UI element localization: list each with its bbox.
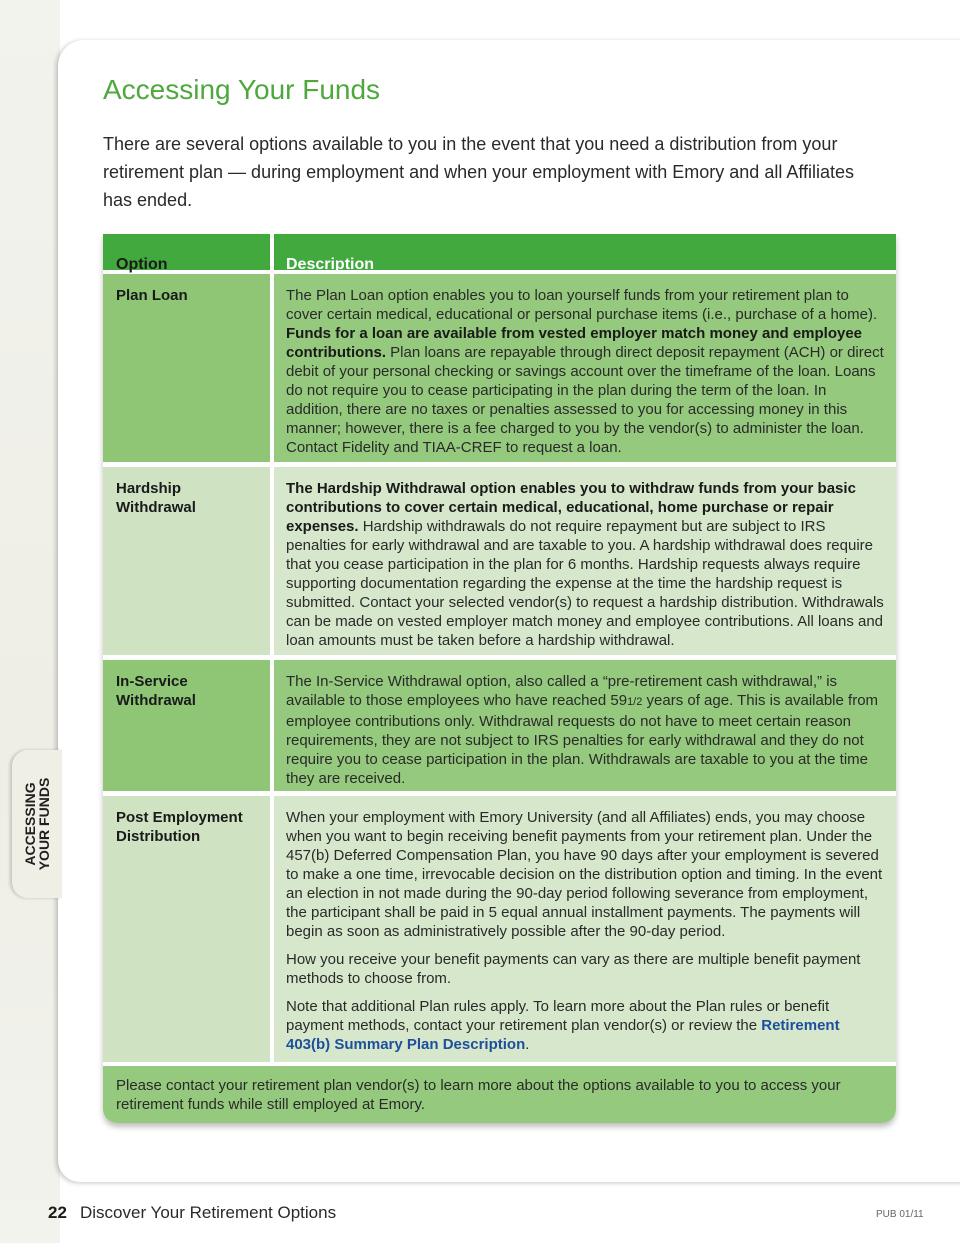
section-tab-line-2: YOUR FUNDS <box>36 777 52 871</box>
column-header-option: Option <box>103 234 270 270</box>
intro-paragraph: There are several options available to you in the event that you need a distribution from your retirement plan — during employment and when your employment with Emory and all Affiliates has ended. <box>103 134 855 210</box>
row-hardship-description <box>274 467 896 655</box>
column-header-description: Description <box>274 234 896 270</box>
page-title: Accessing Your Funds <box>103 74 381 105</box>
in-service-text-b: years of age. This is available from employee contributions only. Withdrawal requests do not have to meet certain reason requirements, they are not subject to IRS penalties for early withdrawal and they do not require you to cease participation in the plan. Withdrawals are taxable to you at the time they are received. <box>286 692 879 787</box>
plan-loan-text-bold: Funds for a loan are available from vested employer match money and employee contributions. <box>286 325 863 361</box>
row-in-service-description <box>274 660 896 791</box>
table-footer-note: Please contact your retirement plan vendor(s) to learn more about the options available to you to access your retirement funds while still employed at Emory. <box>103 1066 896 1123</box>
sidebar-background <box>0 0 60 1243</box>
post-employment-para-3-end: . <box>525 1036 530 1053</box>
plan-loan-text-a: The Plan Loan option enables you to loan yourself funds from your retirement plan to cover certain medical, educational or personal purchase items (i.e., purchase of a home). <box>286 287 878 323</box>
row-in-service-option: In-Service Withdrawal <box>103 660 270 791</box>
publication-title: Discover Your Retirement Options <box>80 1203 337 1222</box>
options-table <box>103 234 896 1123</box>
section-tab-label <box>23 778 51 871</box>
post-employment-para-3-text: Note that additional Plan rules apply. To learn more about the Plan rules or benefit payment methods, contact your retirement plan vendor(s) or review the <box>286 998 830 1034</box>
post-employment-para-1: When your employment with Emory University (and all Affiliates) ends, you may choose when you want to begin receiving benefit payments from your retirement plan. Under the 457(b) Deferred Compensation Plan, you have 90 days after your employment is severed to make a one time, irrevocable decision on the distribution option and timing. In the event an election in not made during the 90-day period following severance from employment, the participant shall be paid in 5 equal annual installment payments. The payments will begin as soon as administratively possible after the 90-day period. <box>286 809 883 940</box>
hardship-text-bold: The Hardship Withdrawal option enables you to withdraw funds from your basic contributions to cover certain medical, educational, home purchase or repair expenses. <box>286 480 856 535</box>
summary-plan-description-link[interactable]: Retirement 403(b) Summary Plan Description <box>286 1017 840 1053</box>
row-post-employment-description <box>274 796 896 1062</box>
age-fraction: 1/2 <box>627 696 643 708</box>
row-hardship-option: Hardship Withdrawal <box>103 467 270 655</box>
page-number: 22 <box>48 1203 67 1222</box>
plan-loan-text-b: Plan loans are repayable through direct deposit repayment (ACH) or direct debit of your personal checking or savings account over the timeframe of the loan. Loans do not require you to cease participating in the plan during the term of the loan. In addition, there are no taxes or penalties assessed to you for accessing money in this manner; however, there is a fee charged to you by the vendor(s) to administer the loan. Contact Fidelity and TIAA-CREF to request a loan. <box>286 344 884 456</box>
row-plan-loan-description <box>274 274 896 462</box>
section-tab-line-1: ACCESSING <box>22 782 38 866</box>
hardship-text-b: Hardship withdrawals do not require repayment but are subject to IRS penalties for early withdrawal and are taxable to you. A hardship withdrawal does require that you cease participation in the plan for 6 months. Hardship requests always require supporting documentation regarding the expense at the time the hardship request is submitted. Contact your selected vendor(s) to request a hardship distribution. Withdrawals can be made on vested employer match money and employee contributions. All loans and loan amounts must be taken before a hardship withdrawal. <box>286 518 884 649</box>
in-service-text-a: The In-Service Withdrawal option, also called a “pre-retirement cash withdrawal,” is available to those employees who have reached 59 <box>286 673 838 709</box>
post-employment-para-3 <box>286 997 884 1054</box>
post-employment-para-2: How you receive your benefit payments can vary as there are multiple benefit payment methods to choose from. <box>286 951 861 987</box>
row-post-employment-option: Post Employment Distribution <box>103 796 270 1062</box>
publication-code: PUB 01/11 <box>876 1209 924 1220</box>
row-plan-loan-option: Plan Loan <box>103 274 270 462</box>
